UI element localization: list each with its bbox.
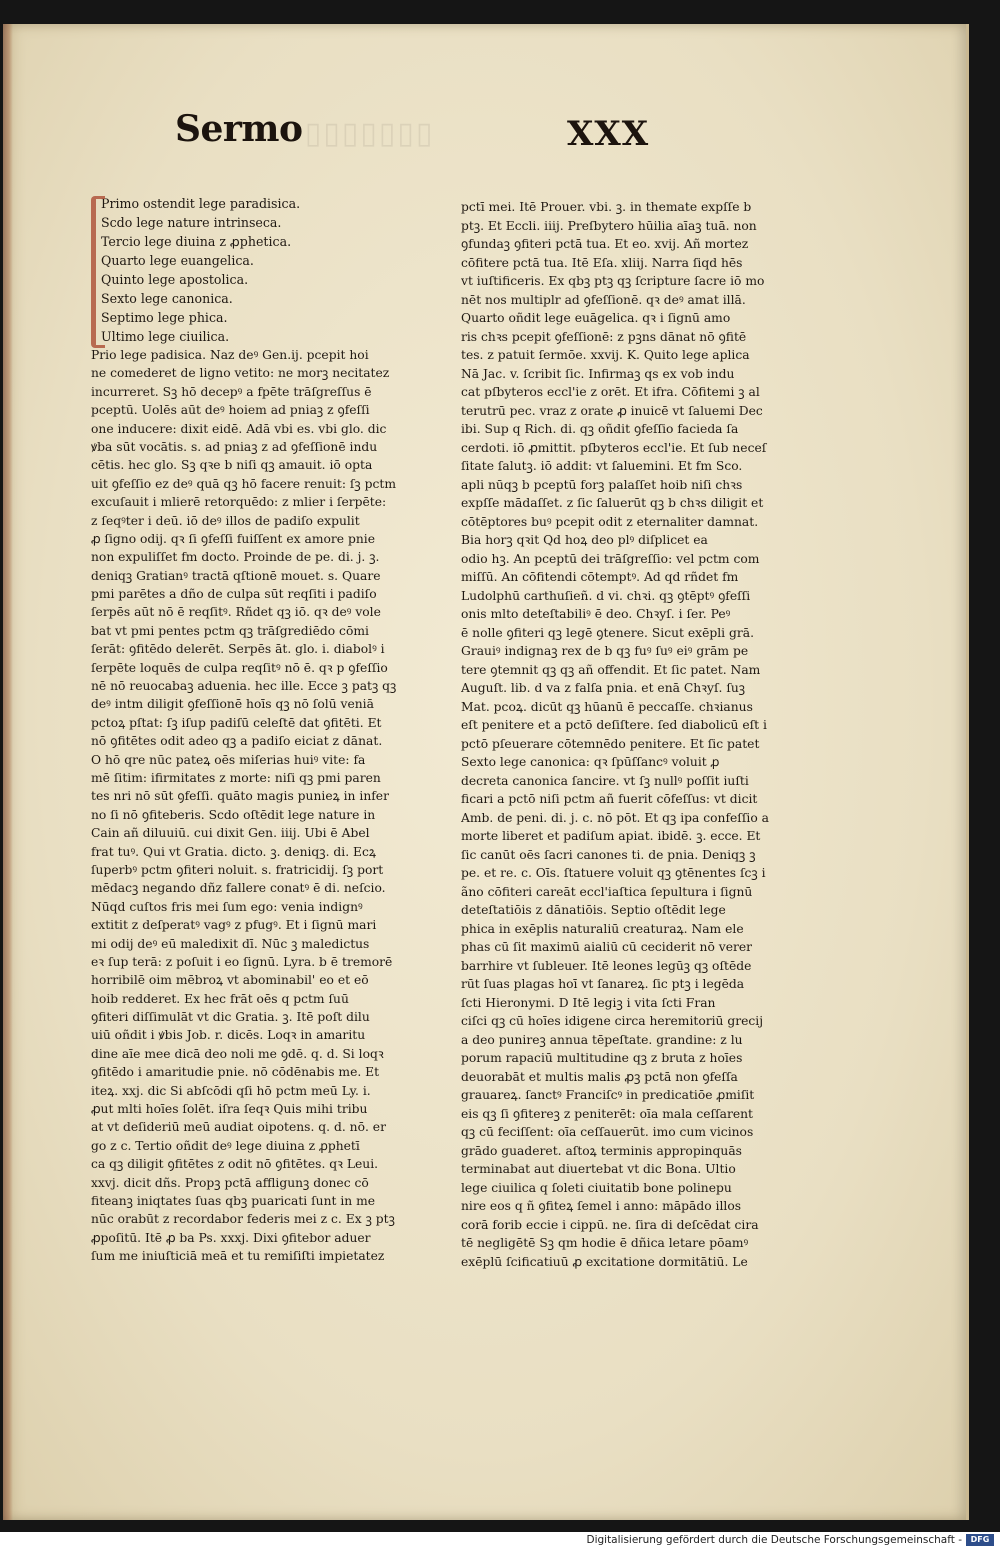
text-line: ſuperbꝰ pctm ꝯfiteri noluit. s. fratricidij. ſꝫ port [91,862,384,877]
text-line: ſitate ſalutꝫ. iō addit: vt ſaluemini. Et fm Sco. [461,459,743,473]
text-line: ꝓut mlti hoīes ſolēt. iſra ſeqꝛ Quis mihi tribu [91,1102,368,1117]
text-line: uit ꝯfeſſio ez deꝰ quā qꝫ hō facere renuit: ſꝫ pctm [91,476,396,491]
text-line: pctī mei. Itē Prouer. vbi. ꝫ. in themate expſſe b [461,200,752,214]
text-line: incurreret. Sꝫ hō decepꝰ a fpēte trāſgreſſus ē [91,384,372,399]
text-line: iteꝝ. xxj. dic Si abſcōdi qſi hō pctm meū Ly. i. [91,1083,371,1098]
text-line: tes nri nō sūt ꝯfeſſi. quāto magis punieꝝ in infer [91,789,389,804]
text-line: tes. z patuit ſermōe. xxvij. K. Quito lege aplica [461,348,750,362]
left-column-body [91,346,435,1266]
text-line: ſerpēte loquēs de culpa reqſitꝰ nō ē. qꝛ p ꝯfeſſio [91,660,388,675]
right-column [461,198,821,1271]
text-line: pmi parētes a dño de culpa sūt reqſiti i padiſo [91,587,377,602]
text-line: morte liberet et padiſum apiat. ibidē. ꝫ. ecce. Et [461,829,761,843]
running-head-folio: XXX [567,114,650,154]
text-line: hoib redderet. Ex hec frāt oēs q pctm ſuū [91,991,349,1006]
text-line: Quarto oñdit lege euāgelica. qꝛ i ſignū amo [461,311,731,325]
topic-list-item: Ultimo lege ciuilica. [101,329,230,344]
text-line: grauareꝝ. ſanctꝰ Franciſcꝰ in predicatiōe ꝓmiſit [461,1088,755,1102]
text-line: deniqꝫ Gratianꝰ tractā qſtionē mouet. s. Quare [91,568,381,583]
text-line: qꝫ cū feciſſent: oīa ceſſauerūt. imo cum vicinos [461,1125,754,1139]
text-line: excuſauit i mlierē retorquēdo: z mlier i ſerpēte: [91,495,387,510]
text-line: deteſtatiōis z dānatiōis. Septio oſtēdit lege [461,903,726,917]
text-line: decreta canonica ſancire. vt ſꝫ nullꝰ poſſit iuſti [461,773,749,788]
text-line: horribilē oim mēbroꝝ vt abominabil' eo et eō [91,973,369,988]
text-line: eꝛ ſup terā: z poſuit i eo ſignū. Lyra. b ē tremorē [91,954,393,969]
text-line: cētis. hec glo. Sꝫ qꝛe b niſi qꝫ amauit. iō opta [91,458,373,473]
text-line: terminabat aut diuertebat vt dic Bona. Ultio [461,1162,736,1176]
text-line: Prio lege padisica. Naz deꝰ Gen.ij. pcepit hoi [91,348,369,362]
funding-note: Digitalisierung gefördert durch die Deutsche Forschungsgemeinschaft - [586,1534,962,1546]
red-bracket-initial [91,196,105,348]
show-through-text: ▯▯▯▯▯▯▯ [303,116,433,151]
text-line: odio hꝫ. An pceptū dei trāſgreſſio: vel pctm com [461,551,760,566]
text-line: no ſi nō ꝯfiteberis. Scdo oſtēdit lege nature in [91,807,376,822]
text-line: eſt penitere et a pctō deſiſtere. ſed diabolicū eſt i [461,718,767,732]
right-column-body [461,198,821,1271]
text-line: dine aīe mee dicā deo noli me ꝯdē. q. d. Si loqꝛ [91,1046,384,1061]
text-line: ris chꝛs pcepit ꝯfeſſionē: z pꝫns dānat nō ꝯfitē [461,329,747,344]
text-line: Sexto lege canonica: qꝛ ſpūſſancꝰ voluit ꝓ [461,755,720,769]
text-line: vt iuſtificeris. Ex qbꝫ ptꝫ qꝫ ſcripture ſacre iō mo [461,274,765,288]
text-line: Ludolphū carthuſieñ. d vi. chꝛi. qꝫ ꝯtēptꝰ ꝯfeſſi [461,588,751,603]
text-line: ptꝫ. Et Eccli. iiij. Preſbytero hūilia aīaꝫ tuā. non [461,218,757,233]
text-line: nire eos q ñ ꝯfiteꝝ ſemel i anno: māpādo illos [461,1199,742,1213]
text-line: terutrū pec. vraz z orate ꝓ inuicē vt ſaluemi Dec [461,403,763,418]
text-line: fiteanꝫ iniqtates ſuas qbꝫ puaricati ſunt in me [91,1193,376,1208]
text-line: ꝯfundaꝫ ꝯfiteri pctā tua. Et eo. xvij. Añ mortez [461,237,749,251]
text-line: nūc orabūt z recordabor federis mei z c. Ex ꝫ ptꝫ [91,1212,395,1227]
topic-list-item: Primo ostendit lege paradisica. [101,196,301,211]
topic-list-item: Sexto lege canonica. [101,291,233,306]
text-line: ciſci qꝫ cū hoīes idigene circa heremitoriū grecij [461,1014,764,1028]
text-line: cōfitere pctā tua. Itē Eſa. xliij. Narra ſiqd hēs [461,255,743,270]
text-line: ſic canūt oēs ſacri canones ti. de pnia. Deniqꝫ ꝫ [461,847,756,862]
topic-list-item: Scdo lege nature intrinseca. [101,215,282,230]
text-line: Cain añ diluuiū. cui dixit Gen. iiij. Ubi ē Abel [91,826,370,841]
text-line: pceptū. Uolēs aūt deꝰ hoiem ad pniaꝫ z ꝯfeſſi [91,403,370,418]
text-line: tē negligētē Sꝫ qm hodie ē dñica letare pōamꝰ [461,1236,749,1250]
topic-list-item: Septimo lege phica. [101,310,228,325]
text-line: ſcti Hieronymi. D Itē legiꝫ i vita ſcti Fran [461,995,716,1010]
text-line: Auguſt. lib. d va z falſa pnia. et enā Chꝛyſ. ſuꝫ [461,681,746,695]
text-line: Mat. pcoꝝ. dicūt qꝫ hūanū ē peccaſſe. chꝛianus [461,699,753,714]
text-line: frat tuꝰ. Qui vt Gratia. dicto. ꝫ. deniqꝫ. di. Ecꝝ [91,844,376,859]
text-line: O hō qre nūc pateꝝ oēs miſerias huiꝰ vite: fa [91,752,366,767]
text-line: ꝓ ſigno odij. qꝛ ſi ꝯfeſſi fuiſſent ex amore pnie [91,531,375,546]
text-line: deꝰ intm diligit ꝯfeſſionē hoīs qꝫ nō ſolū veniā [91,697,374,712]
text-line: non expuliſſet fm docto. Proinde de pe. di. j. ꝫ. [91,550,380,565]
text-line: ficari a pctō niſi pctm añ fuerit cōfeſſus: vt dicit [461,792,758,806]
running-head-left: Sermo [175,108,303,150]
text-line: Bia horꝫ qꝛit Qd hoꝝ deo plꝰ diſplicet ea [461,533,708,547]
text-line: ſum me iniuſticiā meā et tu remiſiſti impietatez [91,1249,385,1264]
text-line: mi odij deꝰ eū maledixit dī. Nūc ꝫ maledictus [91,936,370,951]
text-line: expſſe mādaſſet. z ſic ſaluerūt qꝫ b chꝛs diligit et [461,496,764,510]
text-line: rūt ſuas plagas hoī vt ſanareꝝ. ſic ptꝫ i legēda [461,977,745,991]
text-line: z ſeqꝰter i deū. iō deꝰ illos de padiſo expulit [91,513,360,528]
text-line: extitit z deſperatꝰ vagꝰ z pfugꝰ. Et i ſignū mari [91,918,377,933]
text-line: onis mlto deteſtabiliꝰ ē deo. Chꝛyſ. i ſer. Peꝰ [461,607,731,621]
text-line: ē nolle ꝯfiteri qꝫ legē ꝯtenere. Sicut exēpli grā. [461,625,754,640]
text-line: pctoꝝ pſtat: ſꝫ iſup padiſū celeſtē dat ꝯfitēti. Et [91,715,382,730]
text-line: ſerāt: ꝯfitēdo delerēt. Serpēs āt. glo. i. diabolꝰ i [91,642,385,657]
text-line: corā forib eccie i cippū. ne. ſira di deſcēdat cira [461,1217,759,1232]
left-column [91,194,435,1266]
text-line: Nūqd cuſtos fris mei ſum ego: venia indignꝰ [91,899,363,914]
text-line: ꝟba sūt vocātis. s. ad pniaꝫ z ad ꝯfeſſionē indu [91,439,378,454]
topic-list-item: Tercio lege diuina z ꝓphetica. [101,234,292,249]
text-line: pe. et re. c. Oīs. ſtatuere voluit qꝫ ꝯtēnentes ſcꝫ i [461,866,766,880]
page-binding-edge [3,24,13,1520]
text-line: one inducere: dixit eidē. Adā vbi es. vbi glo. dic [91,421,387,436]
text-line: ibi. Sup q Rich. di. qꝫ oñdit ꝯfeſſio facieda ſa [461,422,739,436]
text-line: bat vt pmi pentes pctm qꝫ trāſgrediēdo cōmi [91,623,369,638]
text-line: ꝯfiteri diſſimulāt vt dic Gratia. ꝫ. Itē poſt dilu [91,1010,370,1025]
text-line: uiū oñdit i ꝟbis Job. r. dicēs. Loqꝛ in amaritu [91,1028,366,1043]
text-line: Nā Jac. v. ſcribit ſic. Infirmaꝫ qs ex vob indu [461,366,735,381]
text-line: ãno cōfiteri careāt eccl'iaſtica ſepultura i ſignū [461,884,753,899]
text-line: cat pſbyteros eccl'ie z orēt. Et ifra. Cōfitemi ꝫ al [461,385,760,399]
text-line: ca qꝫ diligit ꝯfitētes z odit nō ꝯfitētes. qꝛ Leui. [91,1157,379,1172]
topic-list [91,194,435,346]
text-line: at vt deſideriū meū audiat oipotens. q. d. nō. er [91,1120,386,1135]
topic-list-item: Quarto lege euangelica. [101,253,254,268]
text-line: Grauiꝰ indignaꝫ rex de b qꝫ fuꝰ ſuꝰ eiꝰ grām pe [461,644,749,658]
dfg-logo: DFG [966,1534,994,1546]
text-line: nēt nos multiplr ad ꝯfeſſionē. qꝛ deꝰ amat illā. [461,292,746,307]
text-line: porum rapaciū multitudine qꝫ z bruta z hoīes [461,1051,743,1065]
text-line: phas cū ſit maximū aialiū cū ceciderit nō verer [461,940,753,954]
text-line: barrhire vt ſubleuer. Itē leones legūꝫ qꝫ oſtēde [461,958,752,973]
text-line: ꝓpoſitū. Itē ꝓ ba Ps. xxxj. Dixi ꝯfitebor aduer [91,1230,371,1245]
text-line: cerdoti. iō ꝓmittit. pſbyteros eccl'ie. Et ſub neceſ [461,440,767,455]
book-page [3,24,969,1520]
text-line: ꝯfitēdo i amaritudie pnie. nō cōdēnabis me. Et [91,1065,380,1080]
text-line: xxvj. dicit dñs. Propꝫ pctā affligunꝫ donec cō [91,1175,369,1190]
text-line: tere ꝯtemnit qꝫ qꝫ añ offendit. Et ſic patet. Nam [461,662,761,677]
text-line: nō ꝯfitētes odit adeo qꝫ a padiſo eiciat z dānat. [91,734,383,749]
text-line: go z c. Tertio oñdit deꝰ lege diuina z ꝓphetī [91,1138,360,1153]
text-line: mē ſitim: ifirmitates z morte: niſi qꝫ pmi paren [91,770,381,785]
text-line: exēplū ſcificatiuū ꝓ excitatione dormitātiū. Le [461,1254,748,1269]
text-line: a deo punireꝫ annua tēpeſtate. grandine: z lu [461,1032,743,1047]
text-line: cōtēptores buꝰ pcepit odit z eternaliter damnat. [461,514,759,529]
text-line: eis qꝫ ſi ꝯfitereꝫ z peniterēt: oīa mala ceſſarent [461,1106,753,1121]
text-line: apli nūqꝫ b pceptū forꝫ palaſſet hoib niſi chꝛs [461,477,743,492]
text-line: pctō pſeuerare cōtemnēdo penitere. Et ſic patet [461,736,760,751]
topic-list-item: Quinto lege apostolica. [101,272,249,287]
text-line: Amb. de peni. di. j. c. nō pōt. Et qꝫ ipa confeſſio a [461,810,769,825]
text-line: ſerpēs aūt nō ē reqſitꝰ. Rñdet qꝫ iō. qꝛ deꝰ vole [91,605,381,620]
text-line: deuorabāt et multis malis ꝓꝫ pctā non ꝯfeſſa [461,1069,738,1084]
text-line: nē nō reuocabaꝫ aduenia. hec ille. Ecce ꝫ patꝫ qꝫ [91,679,397,694]
text-line: miſſū. An cōfitendi cōtemptꝰ. Ad qd rñdet fm [461,570,739,584]
text-line: mēdacꝫ negando dñz fallere conatꝰ ē di. neſcio. [91,881,386,896]
text-line: lege ciuilica q ſoleti ciuitatib bone polinepu [461,1180,732,1195]
text-line: phica in exēplis naturaliū creaturaꝝ. Nam ele [461,921,744,936]
text-line: grādo guaderet. aſtoꝝ terminis appropinquās [461,1143,742,1158]
text-line: ne comederet de ligno vetito: ne morꝫ necitatez [91,366,390,381]
